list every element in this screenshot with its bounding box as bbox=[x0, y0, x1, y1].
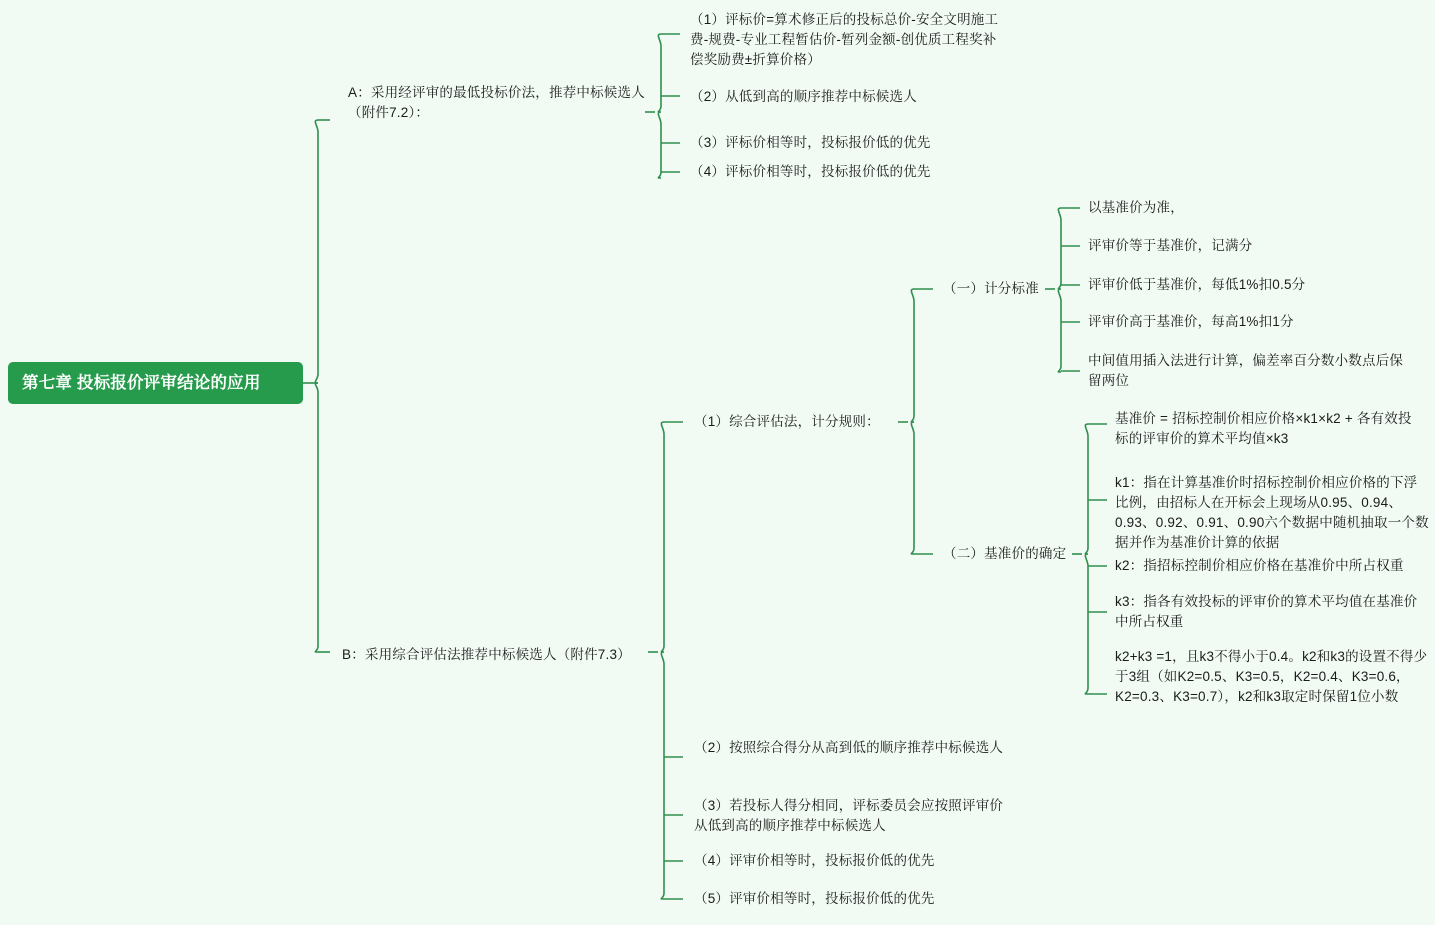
node-base-price-item-3[interactable]: k2：指招标控制价相应价格在基准价中所占权重 bbox=[1115, 558, 1404, 573]
node-base-price-item-5[interactable]: k2+k3 =1，且k3不得小于0.4。k2和k3的设置不得少于3组（如K2=0.5、K3=0.5，K2=0.4、K3=0.6，K2=0.3、K3=0.7），k2和k3取定时保留1位小数 bbox=[1115, 649, 1428, 704]
node-base-price-item-1[interactable]: 基准价 = 招标控制价相应价格×k1×k2 + 各有效投标的评审价的算术平均值×k3 bbox=[1115, 411, 1412, 446]
node-scoring-item-2[interactable]: 评审价等于基准价，记满分 bbox=[1088, 238, 1253, 253]
node-a-item-3[interactable]: （3）评标价相等时，投标报价低的优先 bbox=[690, 135, 931, 150]
node-b-item-1[interactable]: （1）综合评估法，计分规则： bbox=[694, 414, 880, 429]
node-b-item-2[interactable]: （2）按照综合得分从高到低的顺序推荐中标候选人 bbox=[694, 740, 1004, 755]
node-scoring-item-5[interactable]: 中间值用插入法进行计算，偏差率百分数小数点后保留两位 bbox=[1088, 353, 1404, 388]
node-scoring-item-1[interactable]: 以基准价为准， bbox=[1088, 200, 1184, 215]
node-b-item-3[interactable]: （3）若投标人得分相同，评标委员会应按照评审价从低到高的顺序推荐中标候选人 bbox=[694, 798, 1004, 833]
node-scoring-item-3[interactable]: 评审价低于基准价，每低1%扣0.5分 bbox=[1088, 277, 1306, 292]
node-base-price-item-4[interactable]: k3：指各有效投标的评审价的算术平均值在基准价中所占权重 bbox=[1115, 594, 1418, 629]
node-b-item-4[interactable]: （4）评审价相等时，投标报价低的优先 bbox=[694, 853, 935, 868]
node-a-item-4[interactable]: （4）评标价相等时，投标报价低的优先 bbox=[690, 164, 931, 179]
branch-node-a[interactable]: A：采用经评审的最低投标价法，推荐中标候选人（附件7.2）： bbox=[348, 85, 645, 120]
branch-node-b[interactable]: B：采用综合评估法推荐中标候选人（附件7.3） bbox=[342, 647, 631, 662]
node-a-item-2[interactable]: （2）从低到高的顺序推荐中标候选人 bbox=[690, 89, 917, 104]
root-node[interactable]: 第七章 投标报价评审结论的应用 bbox=[8, 362, 303, 404]
node-scoring-item-4[interactable]: 评审价高于基准价，每高1%扣1分 bbox=[1088, 314, 1294, 329]
node-scoring-standard[interactable]: （一）计分标准 bbox=[943, 281, 1039, 296]
node-b-item-5[interactable]: （5）评审价相等时，投标报价低的优先 bbox=[694, 891, 935, 906]
node-base-price-determination[interactable]: （二）基准价的确定 bbox=[943, 546, 1067, 561]
node-base-price-item-2[interactable]: k1：指在计算基准价时招标控制价相应价格的下浮比例，由招标人在开标会上现场从0.95、0.94、0.93、0.92、0.91、0.90六个数据中随机抽取一个数据并作为基准价计算的依据 bbox=[1115, 475, 1429, 550]
node-a-item-1[interactable]: （1）评标价=算术修正后的投标总价-安全文明施工费-规费-专业工程暂估价-暂列金额-创优质工程奖补偿奖励费±折算价格） bbox=[690, 12, 999, 67]
